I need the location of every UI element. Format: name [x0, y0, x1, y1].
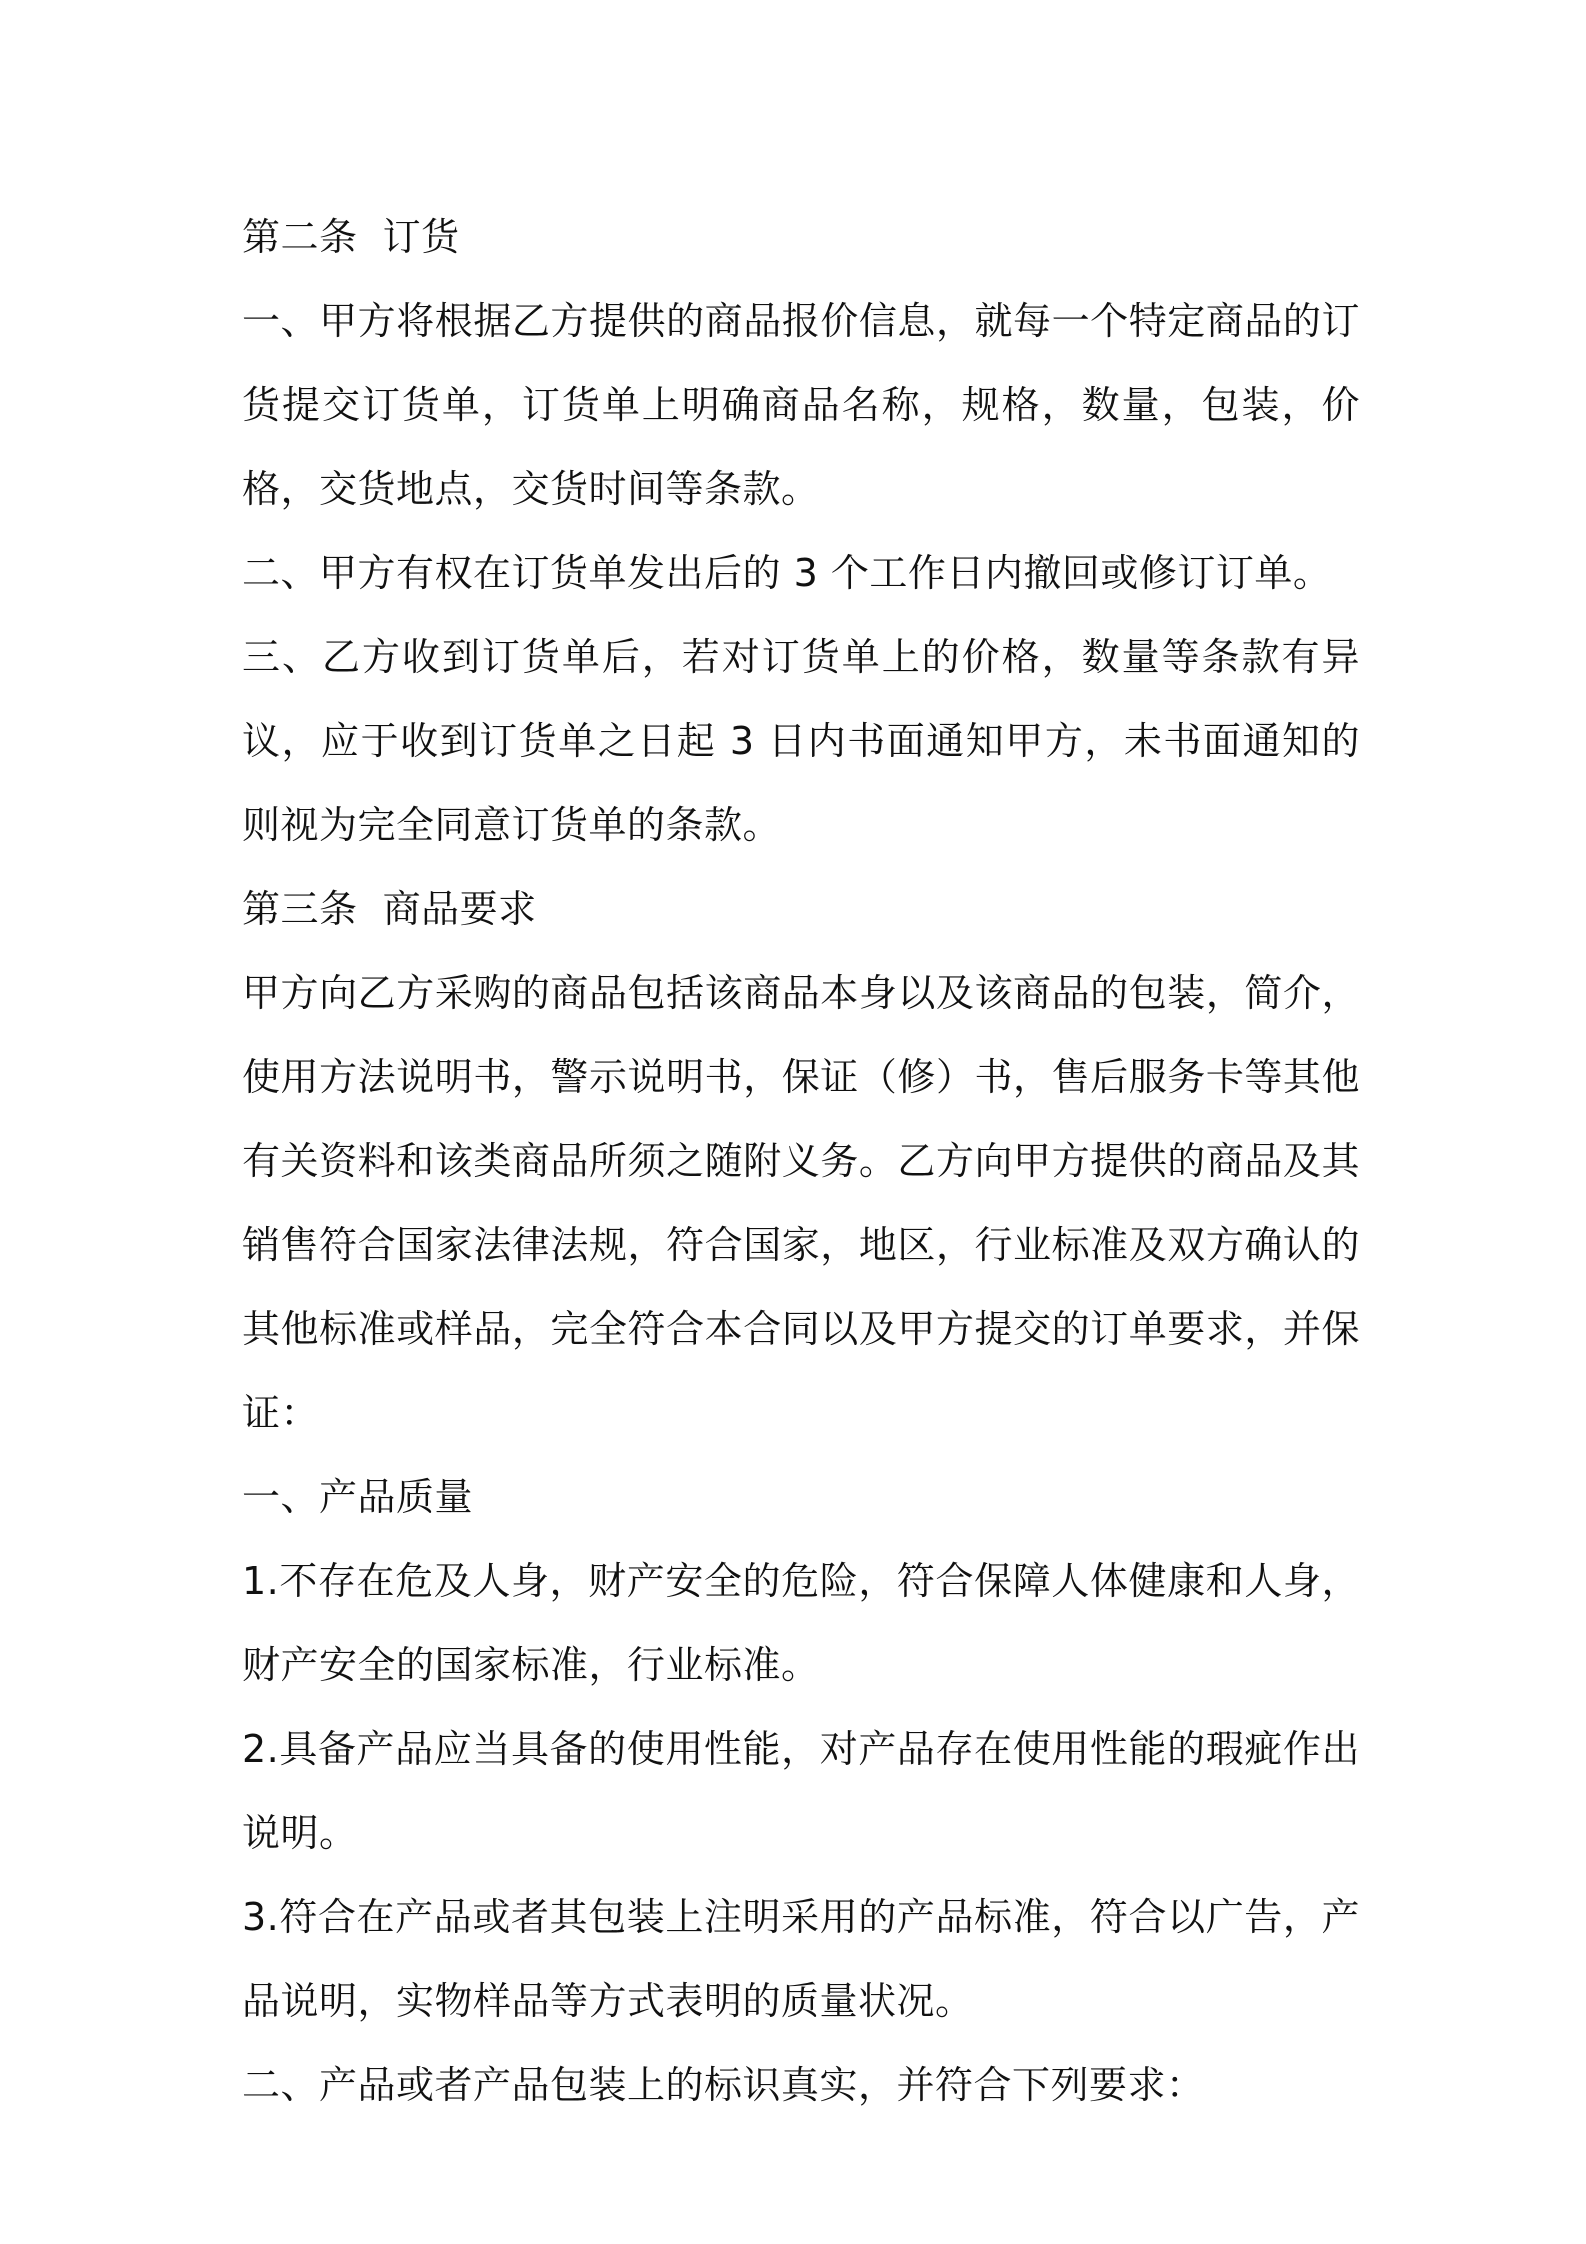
- quality-item-3: 3.符合在产品或者其包装上注明采用的产品标准，符合以广告，产品说明，实物样品等方式表明的质量状况。: [242, 1895, 1360, 2023]
- article-2-clause-2: 二、甲方有权在订货单发出后的 3 个工作日内撤回或修订订单。: [242, 551, 1332, 595]
- quality-item-1: 1.不存在危及人身，财产安全的危险，符合保障人体健康和人身，财产安全的国家标准，行业标准。: [242, 1559, 1360, 1687]
- article-2-clause-1: 一、甲方将根据乙方提供的商品报价信息，就每一个特定商品的订货提交订货单，订货单上明确商品名称，规格，数量，包装，价格，交货地点，交货时间等条款。: [242, 299, 1360, 511]
- section-labeling-title: 二、产品或者产品包装上的标识真实，并符合下列要求：: [242, 2063, 1205, 2107]
- article-3-heading: 第三条 商品要求: [242, 887, 537, 931]
- document-body: [242, 195, 1360, 2127]
- article-2-clause-3: 三、乙方收到订货单后，若对订货单上的价格，数量等条款有异议，应于收到订货单之日起 3 日内书面通知甲方，未书面通知的则视为完全同意订货单的条款。: [242, 635, 1360, 847]
- quality-item-2: 2.具备产品应当具备的使用性能，对产品存在使用性能的瑕疵作出说明。: [242, 1727, 1360, 1855]
- article-3-intro: 甲方向乙方采购的商品包括该商品本身以及该商品的包装，简介，使用方法说明书，警示说明书，保证（修）书，售后服务卡等其他有关资料和该类商品所须之随附义务。乙方向甲方提供的商品及其销售符合国家法律法规，符合国家，地区，行业标准及双方确认的其他标准或样品，完全符合本合同以及甲方提交的订单要求，并保证：: [242, 971, 1360, 1435]
- section-product-quality-title: 一、产品质量: [242, 1475, 474, 1519]
- article-2-heading: 第二条 订货: [242, 215, 460, 259]
